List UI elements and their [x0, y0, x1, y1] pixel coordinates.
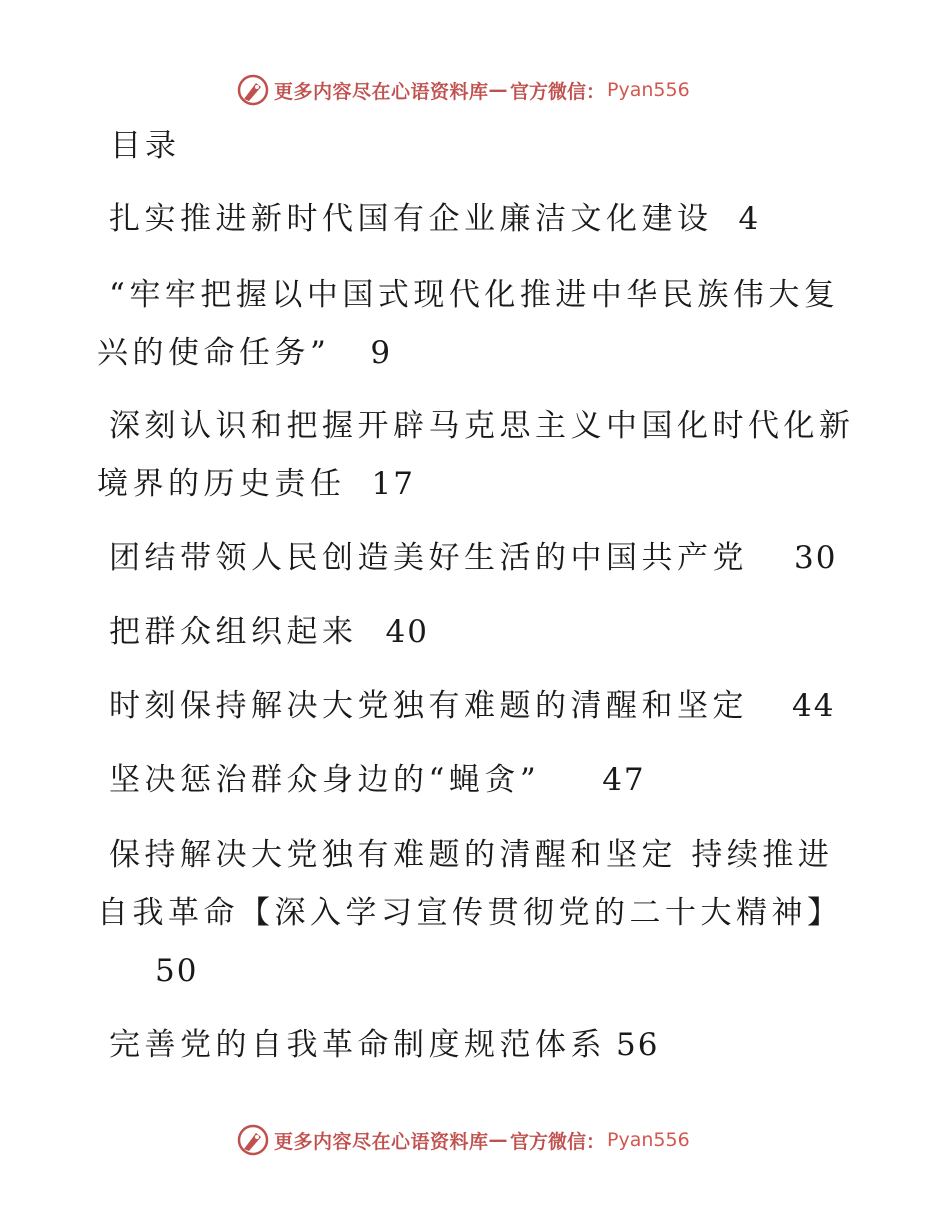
toc-entry[interactable]	[97, 826, 857, 1000]
toc-entry-page: 40	[385, 614, 429, 650]
toc-entry-page: 56	[616, 1027, 660, 1063]
toc-entry[interactable]	[97, 603, 857, 661]
toc-entry-page: 4	[738, 201, 761, 237]
toc-entry-page: 9	[370, 335, 393, 371]
toc-heading: 目录	[110, 128, 180, 164]
toc-entry[interactable]	[97, 266, 857, 382]
toc-entry-title: 保持解决大党独有难题的清醒和坚定 持续推进自我革命【深入学习宣传贯彻党的二十大精神】	[97, 837, 843, 931]
toc-entry-title: 坚决惩治群众身边的“蝇贪”	[109, 762, 541, 798]
banner-official-label: 官方微信：	[510, 1130, 606, 1153]
banner-separator: —	[488, 79, 509, 101]
header-banner	[236, 72, 690, 108]
banner-separator: —	[488, 1129, 509, 1151]
pen-nib-logo-icon	[236, 1123, 270, 1157]
banner-official-label: 官方微信：	[510, 80, 606, 103]
toc-entry-page: 30	[794, 540, 838, 576]
footer-banner	[236, 1122, 690, 1158]
banner-brand: 更多内容尽在心语资料库	[274, 80, 489, 103]
toc-entry-title: “牢牢把握以中国式现代化推进中华民族伟大复兴的使命任务”	[97, 277, 840, 371]
toc-entry-title: 时刻保持解决大党独有难题的清醒和坚定	[109, 688, 748, 724]
banner-brand: 更多内容尽在心语资料库	[274, 1130, 489, 1153]
toc-entry[interactable]	[97, 677, 857, 735]
banner-wechat-id: Pyan556	[607, 1129, 690, 1151]
toc-entry-page: 47	[602, 762, 646, 798]
toc-entry[interactable]	[97, 397, 857, 513]
toc-entry-page: 17	[371, 466, 415, 502]
toc-entry-title: 团结带领人民创造美好生活的中国共产党	[109, 540, 748, 576]
toc-entry-page: 44	[792, 688, 836, 724]
toc-entry-title: 完善党的自我革命制度规范体系	[109, 1027, 606, 1063]
toc-entry[interactable]	[97, 190, 857, 248]
banner-wechat-id: Pyan556	[607, 79, 690, 101]
toc-entry[interactable]	[97, 529, 857, 587]
toc-entry-title: 把群众组织起来	[109, 614, 358, 650]
toc-entry-title: 扎实推进新时代国有企业廉洁文化建设	[109, 201, 713, 237]
toc-entry[interactable]	[97, 751, 857, 809]
pen-nib-logo-icon	[236, 73, 270, 107]
toc-entry[interactable]	[97, 1016, 857, 1074]
toc-entry-title: 深刻认识和把握开辟马克思主义中国化时代化新境界的历史责任	[97, 408, 855, 502]
toc-entry-page: 50	[155, 953, 199, 989]
